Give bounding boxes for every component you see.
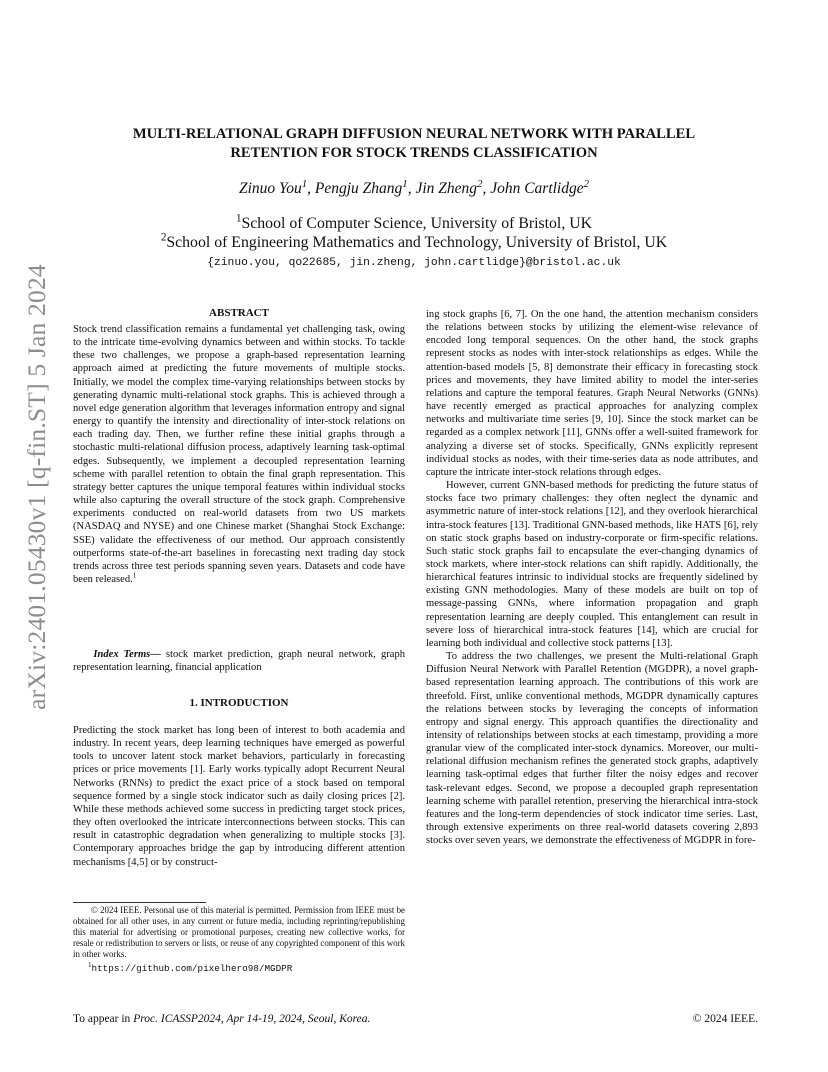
venue-footer: [73, 1013, 370, 1025]
footnote-mark: 1: [132, 570, 137, 580]
index-terms-text: stock market prediction, graph neural network, graph representation learning, financial application: [73, 649, 406, 674]
paragraph: To address the two challenges, we present the Multi-relational Graph Diffusion Neural Network with Parallel Retention (MGDPR), a novel graph-based representation learning approach. The contributions of this work are threefold. First, unlike conventional methods, MGDPR dynamically captures the relations between stocks by leveraging the concepts of information entropy and signal energy. This approach quantifies the directionality and intensity of relationships between stocks at each timestamp, providing a more granular view of the complicated inter-stock dynamics. Moreover, our multi-relational diffusion mechanism refines the generated stock graphs, adaptively learning task-optimal edges that further filter the noisy edges and recover task-relevant edges. Second, we propose a decoupled graph representation learning scheme with parallel retention, preserving the hierarchical intra-stock features and the long-term dependencies of stock indicator time series. Last, through extensive experiments on three real-world datasets covering 2,893 stocks over seven years, we demonstrate the effectiveness of MGDPR in fore-: [426, 651, 758, 847]
abstract-body: [73, 323, 405, 586]
affiliation-1: [80, 212, 748, 233]
venue-prefix: To appear in: [73, 1013, 134, 1025]
affiliation-text: School of Engineering Mathematics and Technology, University of Bristol, UK: [166, 234, 668, 251]
affiliation-mark: 2: [160, 231, 167, 244]
author-list: Zinuo You$^1$, Pengju Zhang$^1$, Jin Zheng$^2$, John Cartlidge$^2$: [238, 177, 590, 197]
author-mark: 2: [583, 177, 590, 190]
copyright-footnote: © 2024 IEEE. Personal use of this material is permitted. Permission from IEEE must be obtained for all other uses, in any current or future media, including reprinting/republishing this material for advertising or promotional purposes, creating new collective works, for resale or redistribution to servers or lists, or reuse of any copyrighted component of this work in other works.: [73, 905, 405, 960]
paragraph: However, current GNN-based methods for predicting the future status of stocks face two primary challenges: they often neglect the dynamic and asymmetric nature of inter-stock relations [12], and they overlook hierarchical intra-stock features [13]. Traditional GNN-based methods, like HATS [6], rely on static stock graphs based on industry-corporate or firm-specific relations. Such static stock graphs fail to encapsulate the ever-changing dynamics of stock markets, where inter-stock relations can shift rapidly. Additionally, the hierarchical features intrinsic to individual stocks are frequently sidelined by existing GNN methodologies. Many of these models are built on top of message-passing GNNs, where information propagation and graph representation learning are deeply coupled. This entanglement can result in severe loss of hierarchical intra-stock features [14], which are crucial for learning both individual and collective stock patterns [13].: [426, 480, 758, 649]
author-mark: 1: [301, 177, 308, 190]
author-mark: 2: [477, 177, 483, 190]
arxiv-stamp: [20, 264, 54, 710]
author-name: Pengju Zhang: [314, 180, 403, 197]
index-terms-label: Index Terms—: [93, 649, 161, 660]
author-emails: {zinuo.you, qo22685, jin.zheng, john.cartlidge}@bristol.ac.uk: [207, 257, 621, 269]
code-footnote: [88, 960, 293, 974]
author-name: Jin Zheng: [415, 180, 478, 197]
index-terms: [73, 648, 405, 674]
right-column: [426, 308, 758, 847]
venue-name: Proc. ICASSP2024, Apr 14-19, 2024, Seoul, Korea.: [133, 1013, 371, 1025]
abstract-text: Stock trend classification remains a fundamental yet challenging task, owing to the intricate time-evolving dynamics between and within stocks. To tackle these two challenges, we propose a graph-based representation learning approach aimed at predicting the future movements of multiple stocks. Initially, we model the complex time-varying relationships between stocks by generating dynamic multi-relational stock graphs. This is achieved through a novel edge generation algorithm that leverages information entropy and signal energy to quantify the intensity and directionality of inter-stock relations on each trading day. Then, we further refine these initial graphs through a stochastic multi-relational diffusion process, adaptively learning task-optimal edges. Subsequently, we implement a decoupled representation learning scheme with parallel retention to obtain the final graph representation. This strategy better captures the unique temporal features within individual stocks while also capturing the overall structure of the stock graph. Comprehensive experiments conducted on real-world datasets from two US markets (NASDAQ and NYSE) and one Chinese market (Shanghai Stock Exchange: SSE) validate the effectiveness of our method. Our approach consistently outperforms state-of-the-art baselines in forecasting next trading day stock trends across three test periods spanning seven years. Datasets and code have been released.: [73, 324, 405, 585]
title-line-1: MULTI-RELATIONAL GRAPH DIFFUSION NEURAL NETWORK WITH PARALLEL: [132, 126, 696, 142]
paragraph: ing stock graphs [6, 7]. On the one hand, the attention mechanism considers the relations between stocks by utilizing the element-wise relevance of encoded long temporal sequences. On the other hand, the stock graphs represent stocks as nodes with inter-stock relationships as edges. While the attention-based models [5, 8] demonstrate their efficacy in forecasting stock prices and movements, they have limited ability to model the inter-series relations and capture the temporal features. Graph Neural Networks (GNNs) have recently emerged as practical approaches for analyzing complex networks and multivariate time series [9, 10]. Since the stock market can be regarded as a complex network [11], GNNs offer a well-suited framework for analyzing a diverse set of stocks. Specifically, GNNs explicitly represent individual stocks as nodes, with their time-series data as node attributes, and capture the intricate inter-stock relations through edges.: [426, 309, 758, 478]
code-url: https://github.com/pixelhero98/MGDPR: [91, 963, 293, 974]
affiliation-text: School of Computer Science, University of Bristol, UK: [241, 215, 593, 232]
introduction-heading: 1. INTRODUCTION: [189, 697, 289, 709]
footnote-rule: [73, 902, 206, 903]
author-name: Zinuo You: [238, 180, 302, 197]
author-mark: 1: [402, 177, 408, 190]
affiliation-2: [80, 231, 748, 252]
title-line-2: RETENTION FOR STOCK TRENDS CLASSIFICATION: [230, 145, 598, 161]
author-name: John Cartlidge: [490, 180, 584, 197]
introduction-left-text: Predicting the stock market has long been of interest to both academia and industry. In recent years, deep learning techniques have emerged as powerful tools to uncover latent stock market behaviors, particularly in forecasting prices or price movements [1]. Early works typically adopt Recurrent Neural Networks (RNNs) to predict the exact price of a stock based on temporal sequence formed by a single stock indicator such as daily closing prices [2]. While these methods achieved some success in predicting target stock prices, they often overlooked the intricate interconnections between stocks. This can result in catastrophic degradation when generalizing to multiple stocks [3]. Contemporary approaches bridge the gap by introducing different attention mechanisms [4,5] or by construct-: [73, 725, 405, 868]
abstract-heading: ABSTRACT: [209, 307, 269, 319]
affiliation-mark: 1: [235, 212, 242, 225]
paper-title: [80, 125, 748, 163]
arxiv-stamp-text: arXiv:2401.05430v1 [q-fin.ST] 5 Jan 2024: [22, 264, 51, 710]
footnote-mark: 1: [88, 960, 92, 969]
copyright-footer: © 2024 IEEE.: [692, 1013, 758, 1025]
